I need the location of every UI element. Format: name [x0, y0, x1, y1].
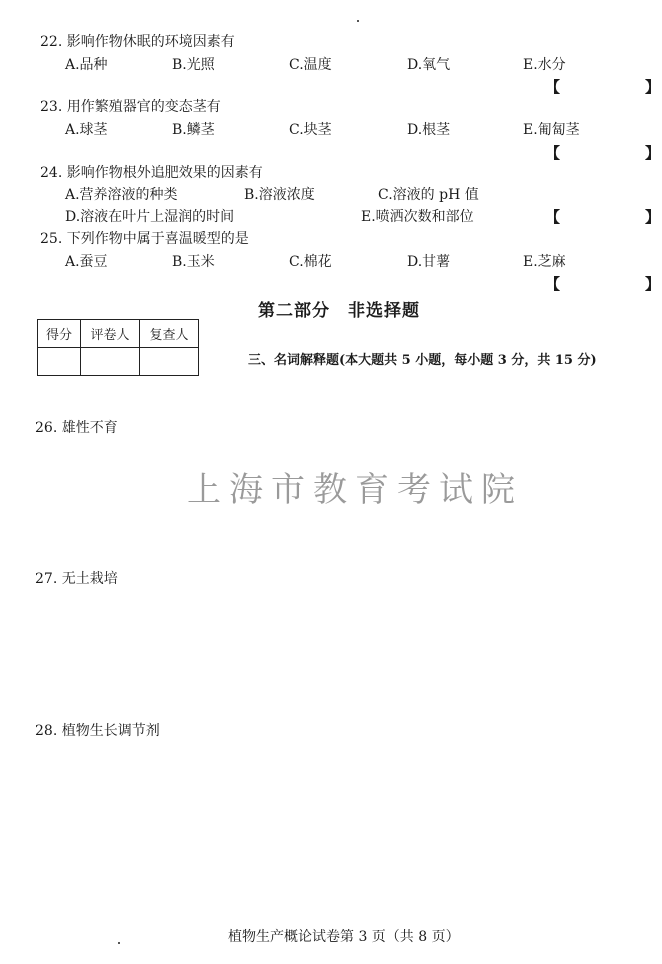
score-table [37, 319, 199, 376]
question-22-option-a: A.品种 [65, 57, 108, 73]
answer-bracket-close: 】 [645, 78, 661, 96]
page-footer: 植物生产概论试卷第 3 页（共 8 页） [228, 929, 460, 945]
score-header: 得分 [38, 320, 81, 348]
question-25-option-c: C.棉花 [289, 254, 332, 270]
question-25-stem: 25. 下列作物中属于喜温暖型的是 [40, 231, 249, 247]
answer-bracket-open: 【 [545, 78, 561, 96]
term-28: 28. 植物生长调节剂 [35, 723, 160, 739]
question-25-option-b: B.玉米 [172, 254, 215, 270]
answer-bracket-open: 【 [545, 144, 561, 162]
question-25-option-a: A.蚕豆 [65, 254, 108, 270]
question-24-option-a: A.营养溶液的种类 [65, 187, 178, 203]
grader-header: 评卷人 [81, 320, 140, 348]
part-two-title: 第二部分 非选择题 [258, 301, 420, 321]
reviewer-cell[interactable] [140, 348, 199, 376]
scan-speck [357, 20, 359, 22]
question-22-option-b: B.光照 [172, 57, 215, 73]
question-22-option-c: C.温度 [289, 57, 332, 73]
answer-bracket-open: 【 [545, 275, 561, 293]
question-25-option-d: D.甘薯 [407, 254, 451, 270]
answer-bracket-close: 】 [645, 275, 661, 293]
term-27: 27. 无土栽培 [35, 571, 118, 587]
question-25-option-e: E.芝麻 [523, 254, 566, 270]
question-23-option-c: C.块茎 [289, 122, 332, 138]
reviewer-header: 复查人 [140, 320, 199, 348]
question-23-option-d: D.根茎 [407, 122, 451, 138]
score-table-header-row [38, 320, 199, 348]
answer-bracket-close: 】 [645, 144, 661, 162]
question-23-option-a: A.球茎 [65, 122, 108, 138]
question-24-option-c: C.溶液的 pH 值 [378, 187, 479, 203]
section-three-heading: 三、名词解释题(本大题共 5 小题，每小题 3 分，共 15 分) [248, 353, 597, 368]
term-26: 26. 雄性不育 [35, 420, 118, 436]
answer-bracket-close: 】 [645, 208, 661, 226]
question-22-option-d: D.氧气 [407, 57, 451, 73]
score-table-blank-row [38, 348, 199, 376]
question-23-option-e: E.匍匐茎 [523, 122, 580, 138]
question-24-option-e: E.喷洒次数和部位 [361, 209, 474, 225]
question-24-option-d: D.溶液在叶片上湿润的时间 [65, 209, 235, 225]
score-cell[interactable] [38, 348, 81, 376]
watermark: 上海市教育考试院 [187, 470, 523, 510]
question-23-option-b: B.鳞茎 [172, 122, 215, 138]
question-22-option-e: E.水分 [523, 57, 566, 73]
answer-bracket-open: 【 [545, 208, 561, 226]
scan-speck [118, 942, 120, 944]
question-23-stem: 23. 用作繁殖器官的变态茎有 [40, 99, 221, 115]
question-24-option-b: B.溶液浓度 [244, 187, 315, 203]
grader-cell[interactable] [81, 348, 140, 376]
question-22-stem: 22. 影响作物休眠的环境因素有 [40, 34, 235, 50]
question-24-stem: 24. 影响作物根外追肥效果的因素有 [40, 165, 263, 181]
